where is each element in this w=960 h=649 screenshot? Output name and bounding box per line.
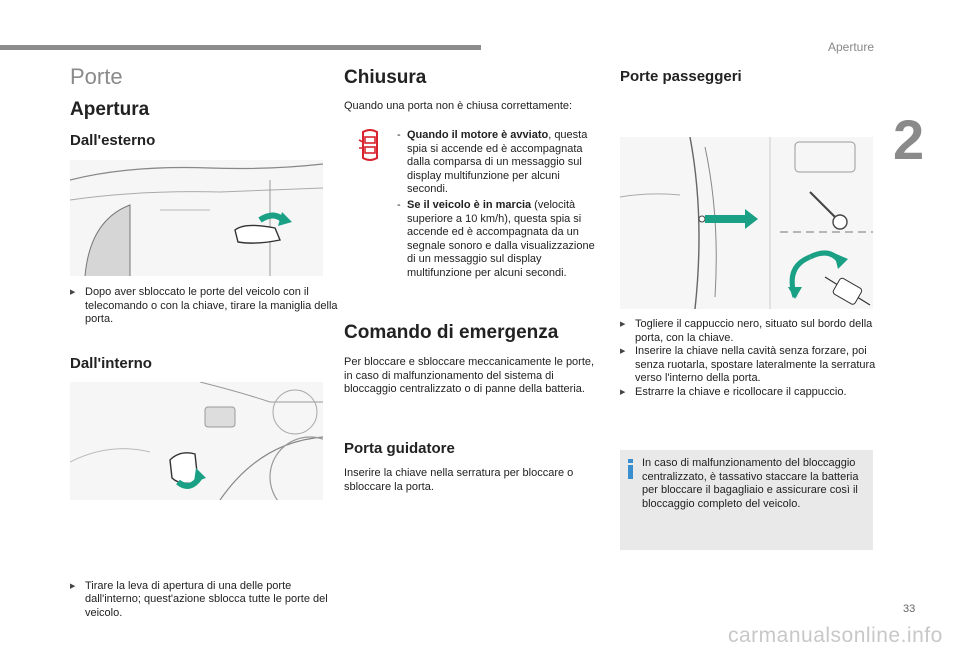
info-icon bbox=[627, 459, 634, 479]
closing-list bbox=[397, 129, 599, 283]
heading-outside: Dall'esterno bbox=[70, 132, 156, 149]
watermark: carmanualsonline.info bbox=[728, 624, 943, 647]
closing-intro: Quando una porta non è chiusa correttamente: bbox=[344, 100, 573, 112]
heading-emergency: Comando di emergenza bbox=[344, 322, 559, 343]
section-title: Aperture bbox=[828, 40, 875, 54]
header-bar bbox=[0, 45, 481, 50]
outside-door-figure bbox=[70, 160, 323, 276]
step-remove-cap: ▶ Togliere il cappuccio nero, situato sul bordo della porta, con la chiave. bbox=[620, 318, 876, 345]
heading-inside: Dall'interno bbox=[70, 355, 152, 372]
emergency-text: Per bloccare e sbloccare meccanicamente le porte, in caso di malfunzionamento del sistema di bloccaggio centralizzato o di panne della batteria. bbox=[344, 356, 595, 396]
heading-chiusura: Chiusura bbox=[344, 67, 427, 88]
inside-door-figure bbox=[70, 382, 323, 500]
page-number: 33 bbox=[903, 603, 916, 615]
step-insert-key: ▶ Inserire la chiave nella cavità senza forzare, poi senza ruotarla, spostare lateralmente la serratura verso l'interno della porta. bbox=[620, 345, 876, 386]
heading-driver-door: Porta guidatore bbox=[344, 440, 455, 457]
door-open-warning-icon bbox=[355, 128, 385, 162]
heading-passenger-doors: Porte passeggeri bbox=[620, 68, 742, 85]
subtitle-apertura: Apertura bbox=[70, 99, 150, 120]
closing-item-engine: - Quando il motore è avviato, questa spia si accende ed è accompagnata dalla comparsa di un messaggio sul display multifunzione per alcuni secondi. bbox=[397, 129, 588, 196]
page-title: Porte bbox=[70, 64, 123, 89]
info-text: In caso di malfunzionamento del bloccaggio centralizzato, è tassativo staccare la batteria per bloccare il bagagliaio e assicurare così il bloccaggio completo del veicolo. bbox=[642, 457, 859, 510]
inside-instruction: ▶ Tirare la leva di apertura di una delle porte dall'interno; quest'azione sblocca tutte le porte del veicolo. bbox=[70, 580, 338, 621]
passenger-door-figure bbox=[620, 137, 873, 309]
outside-instruction: ▶ Dopo aver sbloccato le porte del veicolo con il telecomando o con la chiave, tirare la maniglia della porta. bbox=[70, 286, 338, 327]
passenger-steps bbox=[620, 318, 876, 400]
step-replace-cap: ▶ Estrarre la chiave e ricollocare il cappuccio. bbox=[620, 386, 876, 400]
driver-door-text: Inserire la chiave nella serratura per bloccare o sbloccare la porta. bbox=[344, 467, 574, 493]
closing-item-driving: - Se il veicolo è in marcia (velocità superiore a 10 km/h), questa spia si accende ed è accompagnata da un segnale sonoro e dalla visualizzazione di un messaggio sul display multifunzione per alcuni secondi. bbox=[397, 198, 595, 279]
chapter-number: 2 bbox=[893, 108, 925, 171]
